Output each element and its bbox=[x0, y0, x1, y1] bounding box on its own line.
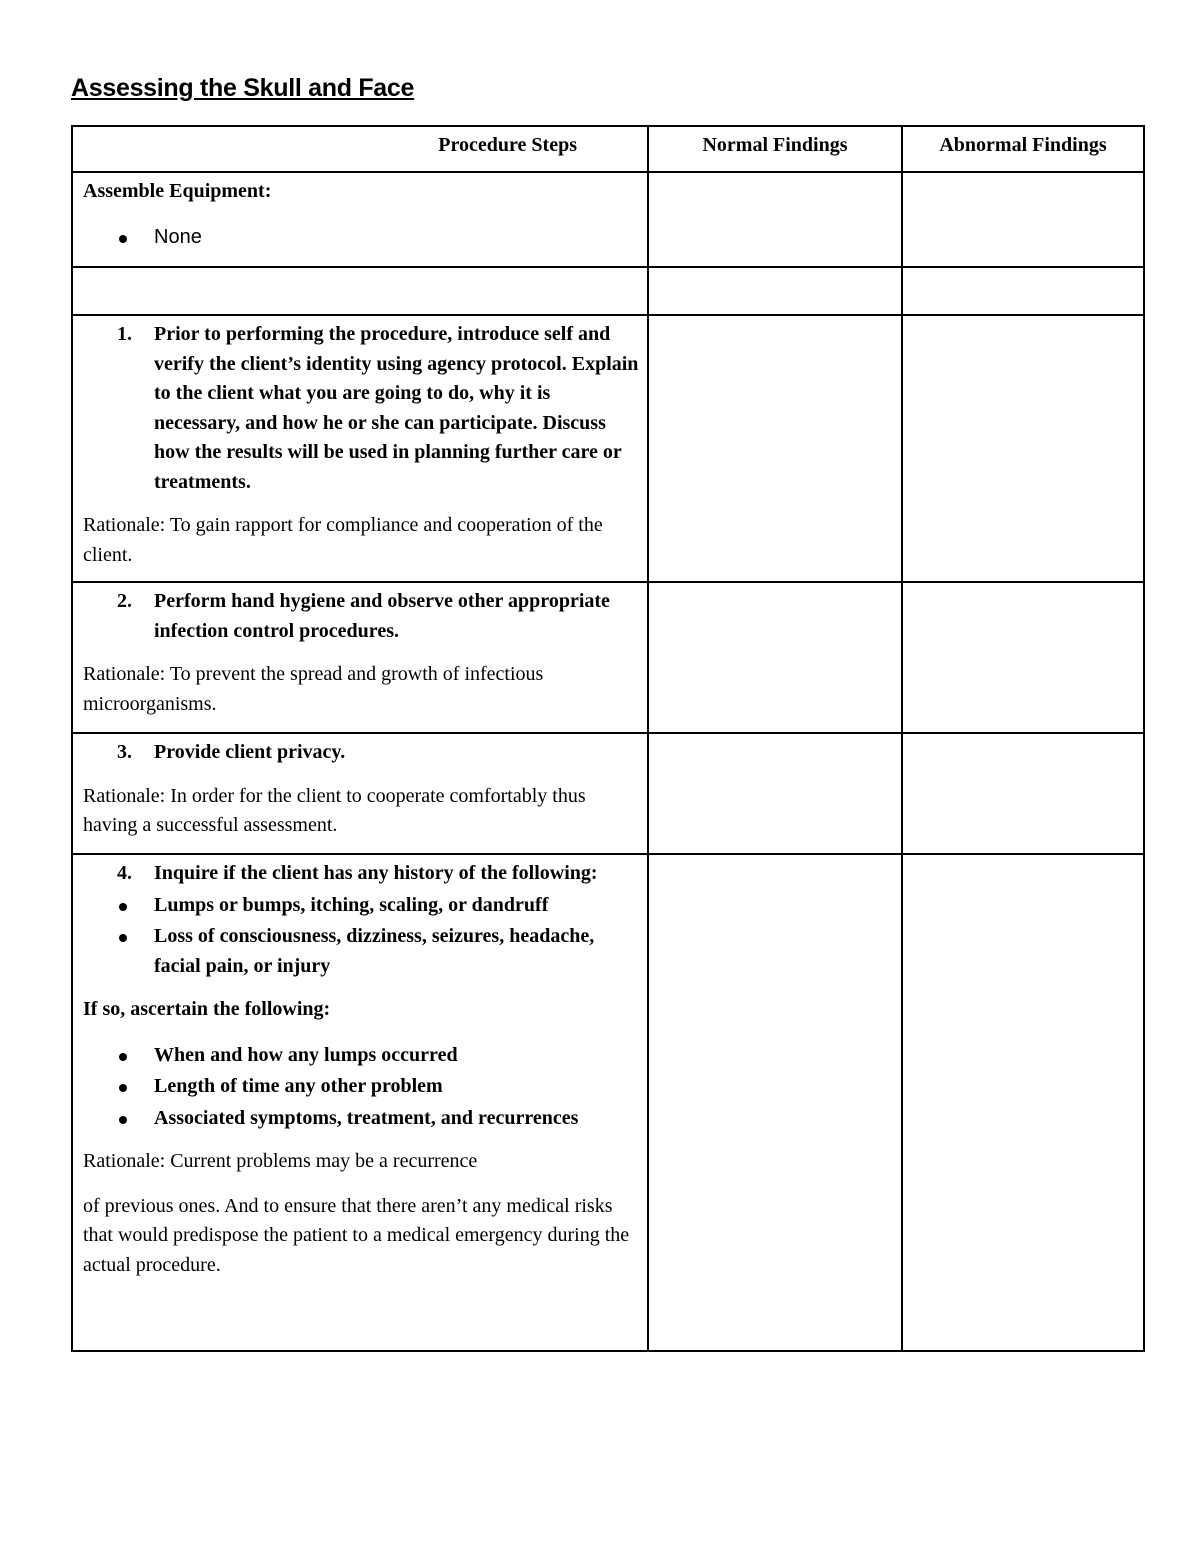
step-1-rationale: Rationale: To gain rapport for compliance and cooperation of the client. bbox=[83, 514, 603, 566]
table-header-row bbox=[72, 126, 1144, 172]
equipment-heading: Assemble Equipment: bbox=[83, 180, 272, 202]
normal-findings-cell[interactable] bbox=[648, 267, 902, 315]
equipment-item: None bbox=[83, 223, 639, 253]
table-row-equipment bbox=[72, 172, 1144, 267]
step-2-instruction bbox=[83, 587, 639, 646]
step-3-text: Provide client privacy. bbox=[154, 741, 346, 763]
abnormal-findings-cell[interactable] bbox=[902, 315, 1144, 582]
ascertain-item: When and how any lumps occurred bbox=[83, 1041, 639, 1071]
table-row-step-4 bbox=[72, 854, 1144, 1351]
abnormal-findings-cell[interactable] bbox=[902, 267, 1144, 315]
ascertain-heading: If so, ascertain the following: bbox=[83, 998, 331, 1020]
header-normal-findings: Normal Findings bbox=[648, 126, 902, 172]
table-row-step-1 bbox=[72, 315, 1144, 582]
ascertain-item: Associated symptoms, treatment, and recurrences bbox=[83, 1104, 639, 1134]
step-2-cell bbox=[72, 582, 648, 733]
table-row-step-2 bbox=[72, 582, 1144, 733]
step-4-cell bbox=[72, 854, 648, 1351]
abnormal-findings-cell[interactable] bbox=[902, 582, 1144, 733]
step-4-text: Inquire if the client has any history of the following: bbox=[154, 862, 598, 884]
step-3-cell bbox=[72, 733, 648, 854]
abnormal-findings-cell[interactable] bbox=[902, 733, 1144, 854]
table-row-empty bbox=[72, 267, 1144, 315]
step-3-rationale: Rationale: In order for the client to cooperate comfortably thus having a successful assessment. bbox=[83, 784, 586, 836]
step-2-number: 2. bbox=[117, 590, 132, 612]
step-1-cell bbox=[72, 315, 648, 582]
history-item: Lumps or bumps, itching, scaling, or dandruff bbox=[83, 891, 639, 921]
step-1-instruction bbox=[83, 320, 639, 497]
header-procedure-steps: Procedure Steps bbox=[72, 126, 648, 172]
step-2-rationale: Rationale: To prevent the spread and growth of infectious microorganisms. bbox=[83, 663, 544, 715]
step-4-number: 4. bbox=[117, 862, 132, 884]
step-2-text: Perform hand hygiene and observe other appropriate infection control procedures. bbox=[154, 590, 610, 642]
normal-findings-cell[interactable] bbox=[648, 582, 902, 733]
procedure-table bbox=[71, 125, 1145, 1352]
page-title: Assessing the Skull and Face bbox=[71, 74, 415, 102]
step-4-instruction bbox=[83, 859, 639, 889]
empty-cell[interactable] bbox=[72, 267, 648, 315]
step-4-rationale: Rationale: Current problems may be a recurrence bbox=[83, 1150, 478, 1172]
normal-findings-cell[interactable] bbox=[648, 854, 902, 1351]
step-1-number: 1. bbox=[117, 323, 132, 345]
header-abnormal-findings: Abnormal Findings bbox=[902, 126, 1144, 172]
normal-findings-cell[interactable] bbox=[648, 733, 902, 854]
step-3-instruction bbox=[83, 738, 639, 768]
step-3-number: 3. bbox=[117, 741, 132, 763]
ascertain-item: Length of time any other problem bbox=[83, 1072, 639, 1102]
step-1-text: Prior to performing the procedure, introduce self and verify the client’s identity using agency protocol. Explain to the client what you are going to do, why it is necessary, and how he or she can participate. Discuss how the results will be used in planning further care or treatments. bbox=[154, 323, 639, 493]
step-4-rationale-continued: of previous ones. And to ensure that there aren’t any medical risks that would predispose the patient to a medical emergency during the actual procedure. bbox=[83, 1194, 630, 1276]
normal-findings-cell[interactable] bbox=[648, 172, 902, 267]
equipment-cell bbox=[72, 172, 648, 267]
abnormal-findings-cell[interactable] bbox=[902, 854, 1144, 1351]
table-row-step-3 bbox=[72, 733, 1144, 854]
history-item: Loss of consciousness, dizziness, seizures, headache, facial pain, or injury bbox=[83, 922, 639, 981]
normal-findings-cell[interactable] bbox=[648, 315, 902, 582]
abnormal-findings-cell[interactable] bbox=[902, 172, 1144, 267]
